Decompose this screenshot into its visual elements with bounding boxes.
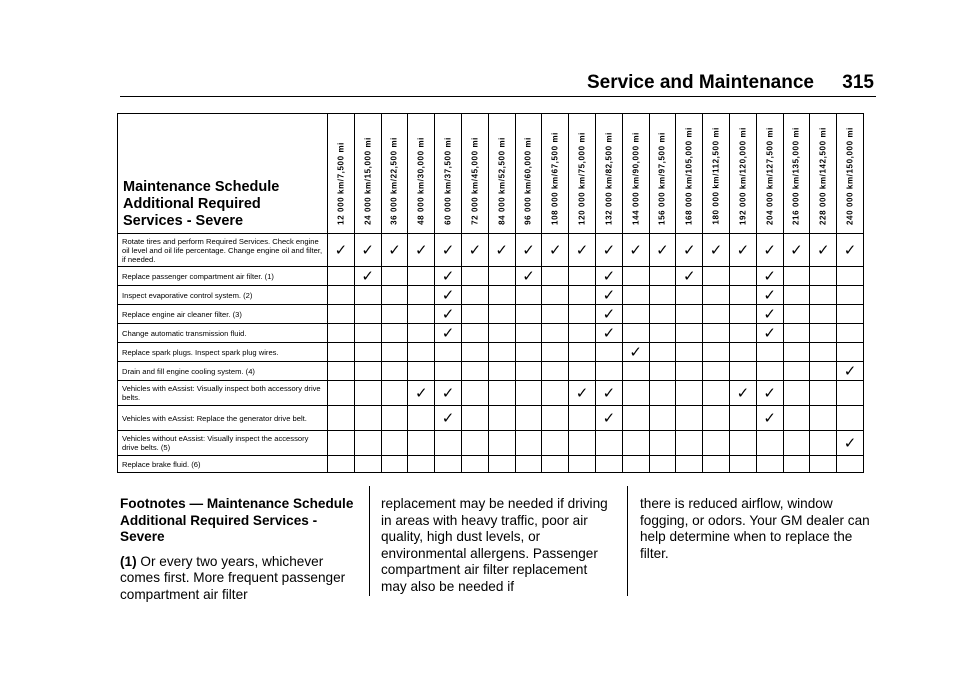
interval-label: 180 000 km/112,500 mi xyxy=(711,127,721,225)
empty-cell xyxy=(703,406,730,431)
checkmark-icon: ✓ xyxy=(756,267,783,286)
empty-cell xyxy=(515,456,542,473)
checkmark-icon: ✓ xyxy=(569,234,596,267)
task-description: Replace spark plugs. Inspect spark plug wires. xyxy=(118,343,328,362)
interval-header xyxy=(542,114,569,234)
checkmark-icon: ✓ xyxy=(703,234,730,267)
empty-cell xyxy=(703,362,730,381)
interval-label: 240 000 km/150,000 mi xyxy=(845,126,855,225)
checkmark-icon: ✓ xyxy=(810,234,837,267)
empty-cell xyxy=(408,267,435,286)
empty-cell xyxy=(515,362,542,381)
empty-cell xyxy=(542,343,569,362)
empty-cell xyxy=(408,286,435,305)
schedule-row xyxy=(118,431,864,456)
empty-cell xyxy=(569,362,596,381)
empty-cell xyxy=(729,267,756,286)
empty-cell xyxy=(515,305,542,324)
interval-header xyxy=(622,114,649,234)
empty-cell xyxy=(408,406,435,431)
checkmark-icon: ✓ xyxy=(756,234,783,267)
empty-cell xyxy=(676,324,703,343)
empty-cell xyxy=(542,362,569,381)
empty-cell xyxy=(837,381,864,406)
empty-cell xyxy=(408,362,435,381)
empty-cell xyxy=(783,324,810,343)
checkmark-icon: ✓ xyxy=(542,234,569,267)
checkmark-icon: ✓ xyxy=(461,234,488,267)
checkmark-icon: ✓ xyxy=(515,234,542,267)
empty-cell xyxy=(435,431,462,456)
empty-cell xyxy=(515,406,542,431)
table-title: Maintenance Schedule Additional Required Services - Severe xyxy=(118,114,328,234)
schedule-row xyxy=(118,406,864,431)
interval-label: 108 000 km/67,500 mi xyxy=(550,132,560,225)
empty-cell xyxy=(488,267,515,286)
empty-cell xyxy=(703,267,730,286)
empty-cell xyxy=(488,343,515,362)
empty-cell xyxy=(381,381,408,406)
empty-cell xyxy=(729,431,756,456)
empty-cell xyxy=(542,381,569,406)
empty-cell xyxy=(435,362,462,381)
checkmark-icon: ✓ xyxy=(595,267,622,286)
task-description: Change automatic transmission fluid. xyxy=(118,324,328,343)
empty-cell xyxy=(729,362,756,381)
empty-cell xyxy=(542,267,569,286)
footnote-marker: (1) xyxy=(120,553,137,569)
interval-label: 192 000 km/120,000 mi xyxy=(738,126,748,225)
empty-cell xyxy=(703,431,730,456)
empty-cell xyxy=(649,406,676,431)
schedule-row xyxy=(118,305,864,324)
empty-cell xyxy=(461,431,488,456)
empty-cell xyxy=(488,381,515,406)
column-divider xyxy=(627,486,628,596)
empty-cell xyxy=(461,305,488,324)
empty-cell xyxy=(569,456,596,473)
empty-cell xyxy=(783,431,810,456)
empty-cell xyxy=(837,267,864,286)
checkmark-icon: ✓ xyxy=(408,381,435,406)
empty-cell xyxy=(783,267,810,286)
checkmark-icon: ✓ xyxy=(756,381,783,406)
empty-cell xyxy=(354,456,381,473)
empty-cell xyxy=(381,267,408,286)
interval-header xyxy=(729,114,756,234)
empty-cell xyxy=(542,456,569,473)
footnote-column-3 xyxy=(640,496,876,562)
schedule-row xyxy=(118,362,864,381)
footnote-column-1 xyxy=(120,496,356,603)
empty-cell xyxy=(595,431,622,456)
empty-cell xyxy=(783,343,810,362)
checkmark-icon: ✓ xyxy=(756,324,783,343)
checkmark-icon: ✓ xyxy=(435,286,462,305)
empty-cell xyxy=(703,343,730,362)
footnote-column-2 xyxy=(381,496,609,595)
empty-cell xyxy=(381,431,408,456)
empty-cell xyxy=(328,343,355,362)
empty-cell xyxy=(461,324,488,343)
empty-cell xyxy=(676,431,703,456)
empty-cell xyxy=(328,431,355,456)
empty-cell xyxy=(810,305,837,324)
interval-label: 60 000 km/37,500 mi xyxy=(443,137,453,225)
interval-header xyxy=(515,114,542,234)
empty-cell xyxy=(515,286,542,305)
checkmark-icon: ✓ xyxy=(435,406,462,431)
empty-cell xyxy=(381,406,408,431)
empty-cell xyxy=(328,267,355,286)
task-description: Replace brake fluid. (6) xyxy=(118,456,328,473)
checkmark-icon: ✓ xyxy=(756,305,783,324)
empty-cell xyxy=(729,406,756,431)
maintenance-schedule-table xyxy=(117,113,864,473)
schedule-row xyxy=(118,381,864,406)
interval-header xyxy=(461,114,488,234)
empty-cell xyxy=(354,286,381,305)
empty-cell xyxy=(515,381,542,406)
empty-cell xyxy=(810,286,837,305)
empty-cell xyxy=(381,286,408,305)
empty-cell xyxy=(622,324,649,343)
empty-cell xyxy=(703,286,730,305)
task-description: Vehicles with eAssist: Visually inspect both accessory drive belts. xyxy=(118,381,328,406)
interval-header xyxy=(328,114,355,234)
schedule-row xyxy=(118,286,864,305)
empty-cell xyxy=(328,456,355,473)
empty-cell xyxy=(408,324,435,343)
empty-cell xyxy=(649,431,676,456)
interval-header xyxy=(756,114,783,234)
empty-cell xyxy=(354,431,381,456)
empty-cell xyxy=(810,456,837,473)
column-divider xyxy=(369,486,370,596)
checkmark-icon: ✓ xyxy=(783,234,810,267)
interval-label: 132 000 km/82,500 mi xyxy=(604,132,614,225)
empty-cell xyxy=(354,362,381,381)
task-description: Drain and fill engine cooling system. (4) xyxy=(118,362,328,381)
empty-cell xyxy=(488,362,515,381)
empty-cell xyxy=(515,343,542,362)
empty-cell xyxy=(649,324,676,343)
empty-cell xyxy=(622,381,649,406)
empty-cell xyxy=(837,343,864,362)
interval-header xyxy=(569,114,596,234)
empty-cell xyxy=(569,431,596,456)
empty-cell xyxy=(783,406,810,431)
empty-cell xyxy=(515,324,542,343)
schedule-row xyxy=(118,234,864,267)
checkmark-icon: ✓ xyxy=(435,381,462,406)
empty-cell xyxy=(649,381,676,406)
empty-cell xyxy=(461,362,488,381)
empty-cell xyxy=(408,305,435,324)
section-title: Service and Maintenance xyxy=(586,72,814,93)
task-description: Vehicles without eAssist: Visually inspect the accessory drive belts. (5) xyxy=(118,431,328,456)
task-description: Inspect evaporative control system. (2) xyxy=(118,286,328,305)
interval-header xyxy=(435,114,462,234)
empty-cell xyxy=(622,267,649,286)
empty-cell xyxy=(381,324,408,343)
empty-cell xyxy=(488,456,515,473)
empty-cell xyxy=(622,431,649,456)
checkmark-icon: ✓ xyxy=(837,362,864,381)
empty-cell xyxy=(542,431,569,456)
empty-cell xyxy=(837,286,864,305)
empty-cell xyxy=(435,456,462,473)
interval-header xyxy=(354,114,381,234)
footnote-1 xyxy=(120,554,356,604)
interval-header xyxy=(595,114,622,234)
footnote-1-continued-2: there is reduced airflow, window fogging, or odors. Your GM dealer can help determine when to replace the filter. xyxy=(640,496,870,561)
checkmark-icon: ✓ xyxy=(837,234,864,267)
interval-label: 156 000 km/97,500 mi xyxy=(657,132,667,225)
checkmark-icon: ✓ xyxy=(595,305,622,324)
checkmark-icon: ✓ xyxy=(837,431,864,456)
empty-cell xyxy=(649,362,676,381)
interval-label: 168 000 km/105,000 mi xyxy=(684,126,694,225)
empty-cell xyxy=(810,267,837,286)
empty-cell xyxy=(408,456,435,473)
interval-label: 72 000 km/45,000 mi xyxy=(470,137,480,225)
empty-cell xyxy=(676,343,703,362)
empty-cell xyxy=(461,267,488,286)
empty-cell xyxy=(703,324,730,343)
interval-label: 12 000 km/7,500 mi xyxy=(336,142,346,225)
empty-cell xyxy=(676,362,703,381)
page-header xyxy=(120,70,876,97)
empty-cell xyxy=(381,305,408,324)
empty-cell xyxy=(649,343,676,362)
empty-cell xyxy=(649,267,676,286)
empty-cell xyxy=(488,324,515,343)
empty-cell xyxy=(595,343,622,362)
empty-cell xyxy=(569,305,596,324)
interval-header xyxy=(488,114,515,234)
empty-cell xyxy=(756,456,783,473)
schedule-row xyxy=(118,267,864,286)
empty-cell xyxy=(461,343,488,362)
empty-cell xyxy=(381,343,408,362)
empty-cell xyxy=(515,431,542,456)
empty-cell xyxy=(542,305,569,324)
interval-header xyxy=(649,114,676,234)
checkmark-icon: ✓ xyxy=(729,381,756,406)
interval-label: 96 000 km/60,000 mi xyxy=(523,137,533,225)
interval-label: 120 000 km/75,000 mi xyxy=(577,132,587,225)
empty-cell xyxy=(756,431,783,456)
empty-cell xyxy=(328,362,355,381)
empty-cell xyxy=(622,362,649,381)
checkmark-icon: ✓ xyxy=(569,381,596,406)
interval-header xyxy=(783,114,810,234)
footnote-1-continued: replacement may be needed if driving in areas with heavy traffic, poor air quality, high dust levels, or environmental allergens. Passenger compartment air filter replacement may also be needed if xyxy=(381,496,608,594)
interval-header xyxy=(381,114,408,234)
empty-cell xyxy=(595,362,622,381)
checkmark-icon: ✓ xyxy=(622,234,649,267)
empty-cell xyxy=(837,305,864,324)
empty-cell xyxy=(354,305,381,324)
empty-cell xyxy=(542,406,569,431)
empty-cell xyxy=(354,381,381,406)
empty-cell xyxy=(703,456,730,473)
checkmark-icon: ✓ xyxy=(354,234,381,267)
checkmark-icon: ✓ xyxy=(756,286,783,305)
empty-cell xyxy=(703,381,730,406)
empty-cell xyxy=(729,324,756,343)
checkmark-icon: ✓ xyxy=(676,234,703,267)
task-description: Replace engine air cleaner filter. (3) xyxy=(118,305,328,324)
checkmark-icon: ✓ xyxy=(435,234,462,267)
empty-cell xyxy=(488,431,515,456)
empty-cell xyxy=(408,343,435,362)
checkmark-icon: ✓ xyxy=(595,234,622,267)
empty-cell xyxy=(461,286,488,305)
empty-cell xyxy=(729,456,756,473)
schedule-row xyxy=(118,324,864,343)
empty-cell xyxy=(729,343,756,362)
empty-cell xyxy=(622,286,649,305)
empty-cell xyxy=(595,456,622,473)
interval-header-row xyxy=(118,114,864,234)
empty-cell xyxy=(837,324,864,343)
checkmark-icon: ✓ xyxy=(595,324,622,343)
empty-cell xyxy=(622,305,649,324)
empty-cell xyxy=(649,286,676,305)
empty-cell xyxy=(810,431,837,456)
empty-cell xyxy=(783,362,810,381)
interval-label: 24 000 km/15,000 mi xyxy=(363,137,373,225)
checkmark-icon: ✓ xyxy=(435,324,462,343)
task-description: Rotate tires and perform Required Services. Check engine oil level and oil life percentage. Change engine oil and filter, if needed. xyxy=(118,234,328,267)
checkmark-icon: ✓ xyxy=(515,267,542,286)
footnotes-heading: Footnotes — Maintenance Schedule Additional Required Services - Severe xyxy=(120,496,354,544)
interval-header xyxy=(703,114,730,234)
task-description: Vehicles with eAssist: Replace the generator drive belt. xyxy=(118,406,328,431)
empty-cell xyxy=(488,286,515,305)
interval-label: 216 000 km/135,000 mi xyxy=(791,126,801,225)
empty-cell xyxy=(569,267,596,286)
empty-cell xyxy=(328,286,355,305)
empty-cell xyxy=(649,305,676,324)
checkmark-icon: ✓ xyxy=(595,381,622,406)
empty-cell xyxy=(569,406,596,431)
interval-header xyxy=(408,114,435,234)
checkmark-icon: ✓ xyxy=(328,234,355,267)
empty-cell xyxy=(783,286,810,305)
empty-cell xyxy=(488,406,515,431)
empty-cell xyxy=(461,406,488,431)
empty-cell xyxy=(810,381,837,406)
empty-cell xyxy=(569,286,596,305)
checkmark-icon: ✓ xyxy=(622,343,649,362)
empty-cell xyxy=(783,305,810,324)
checkmark-icon: ✓ xyxy=(756,406,783,431)
empty-cell xyxy=(328,305,355,324)
interval-header xyxy=(837,114,864,234)
empty-cell xyxy=(569,343,596,362)
interval-label: 48 000 km/30,000 mi xyxy=(416,137,426,225)
empty-cell xyxy=(837,406,864,431)
interval-header xyxy=(810,114,837,234)
checkmark-icon: ✓ xyxy=(408,234,435,267)
empty-cell xyxy=(354,324,381,343)
empty-cell xyxy=(649,456,676,473)
empty-cell xyxy=(622,406,649,431)
empty-cell xyxy=(354,343,381,362)
interval-label: 36 000 km/22,500 mi xyxy=(389,137,399,225)
empty-cell xyxy=(542,286,569,305)
empty-cell xyxy=(676,286,703,305)
schedule-row xyxy=(118,343,864,362)
checkmark-icon: ✓ xyxy=(676,267,703,286)
empty-cell xyxy=(488,305,515,324)
empty-cell xyxy=(381,362,408,381)
checkmark-icon: ✓ xyxy=(488,234,515,267)
interval-label: 204 000 km/127,500 mi xyxy=(765,126,775,225)
empty-cell xyxy=(569,324,596,343)
checkmark-icon: ✓ xyxy=(595,286,622,305)
empty-cell xyxy=(461,381,488,406)
empty-cell xyxy=(354,406,381,431)
checkmark-icon: ✓ xyxy=(435,305,462,324)
interval-label: 84 000 km/52,500 mi xyxy=(497,137,507,225)
checkmark-icon: ✓ xyxy=(595,406,622,431)
empty-cell xyxy=(756,343,783,362)
checkmark-icon: ✓ xyxy=(435,267,462,286)
empty-cell xyxy=(837,456,864,473)
empty-cell xyxy=(729,305,756,324)
checkmark-icon: ✓ xyxy=(729,234,756,267)
empty-cell xyxy=(408,431,435,456)
task-description: Replace passenger compartment air filter. (1) xyxy=(118,267,328,286)
empty-cell xyxy=(542,324,569,343)
empty-cell xyxy=(622,456,649,473)
empty-cell xyxy=(783,456,810,473)
empty-cell xyxy=(676,406,703,431)
empty-cell xyxy=(381,456,408,473)
checkmark-icon: ✓ xyxy=(649,234,676,267)
empty-cell xyxy=(810,362,837,381)
empty-cell xyxy=(810,343,837,362)
schedule-row xyxy=(118,456,864,473)
empty-cell xyxy=(676,381,703,406)
empty-cell xyxy=(783,381,810,406)
empty-cell xyxy=(703,305,730,324)
empty-cell xyxy=(328,324,355,343)
empty-cell xyxy=(328,381,355,406)
empty-cell xyxy=(461,456,488,473)
checkmark-icon: ✓ xyxy=(354,267,381,286)
page-number: 315 xyxy=(842,72,874,93)
empty-cell xyxy=(676,456,703,473)
empty-cell xyxy=(328,406,355,431)
empty-cell xyxy=(810,406,837,431)
footnote-1-text: Or every two years, whichever comes first. More frequent passenger compartment air filter xyxy=(120,553,346,602)
checkmark-icon: ✓ xyxy=(381,234,408,267)
empty-cell xyxy=(729,286,756,305)
interval-header xyxy=(676,114,703,234)
empty-cell xyxy=(435,343,462,362)
interval-label: 144 000 km/90,000 mi xyxy=(631,132,641,225)
empty-cell xyxy=(756,362,783,381)
interval-label: 228 000 km/142,500 mi xyxy=(818,126,828,225)
empty-cell xyxy=(676,305,703,324)
empty-cell xyxy=(810,324,837,343)
